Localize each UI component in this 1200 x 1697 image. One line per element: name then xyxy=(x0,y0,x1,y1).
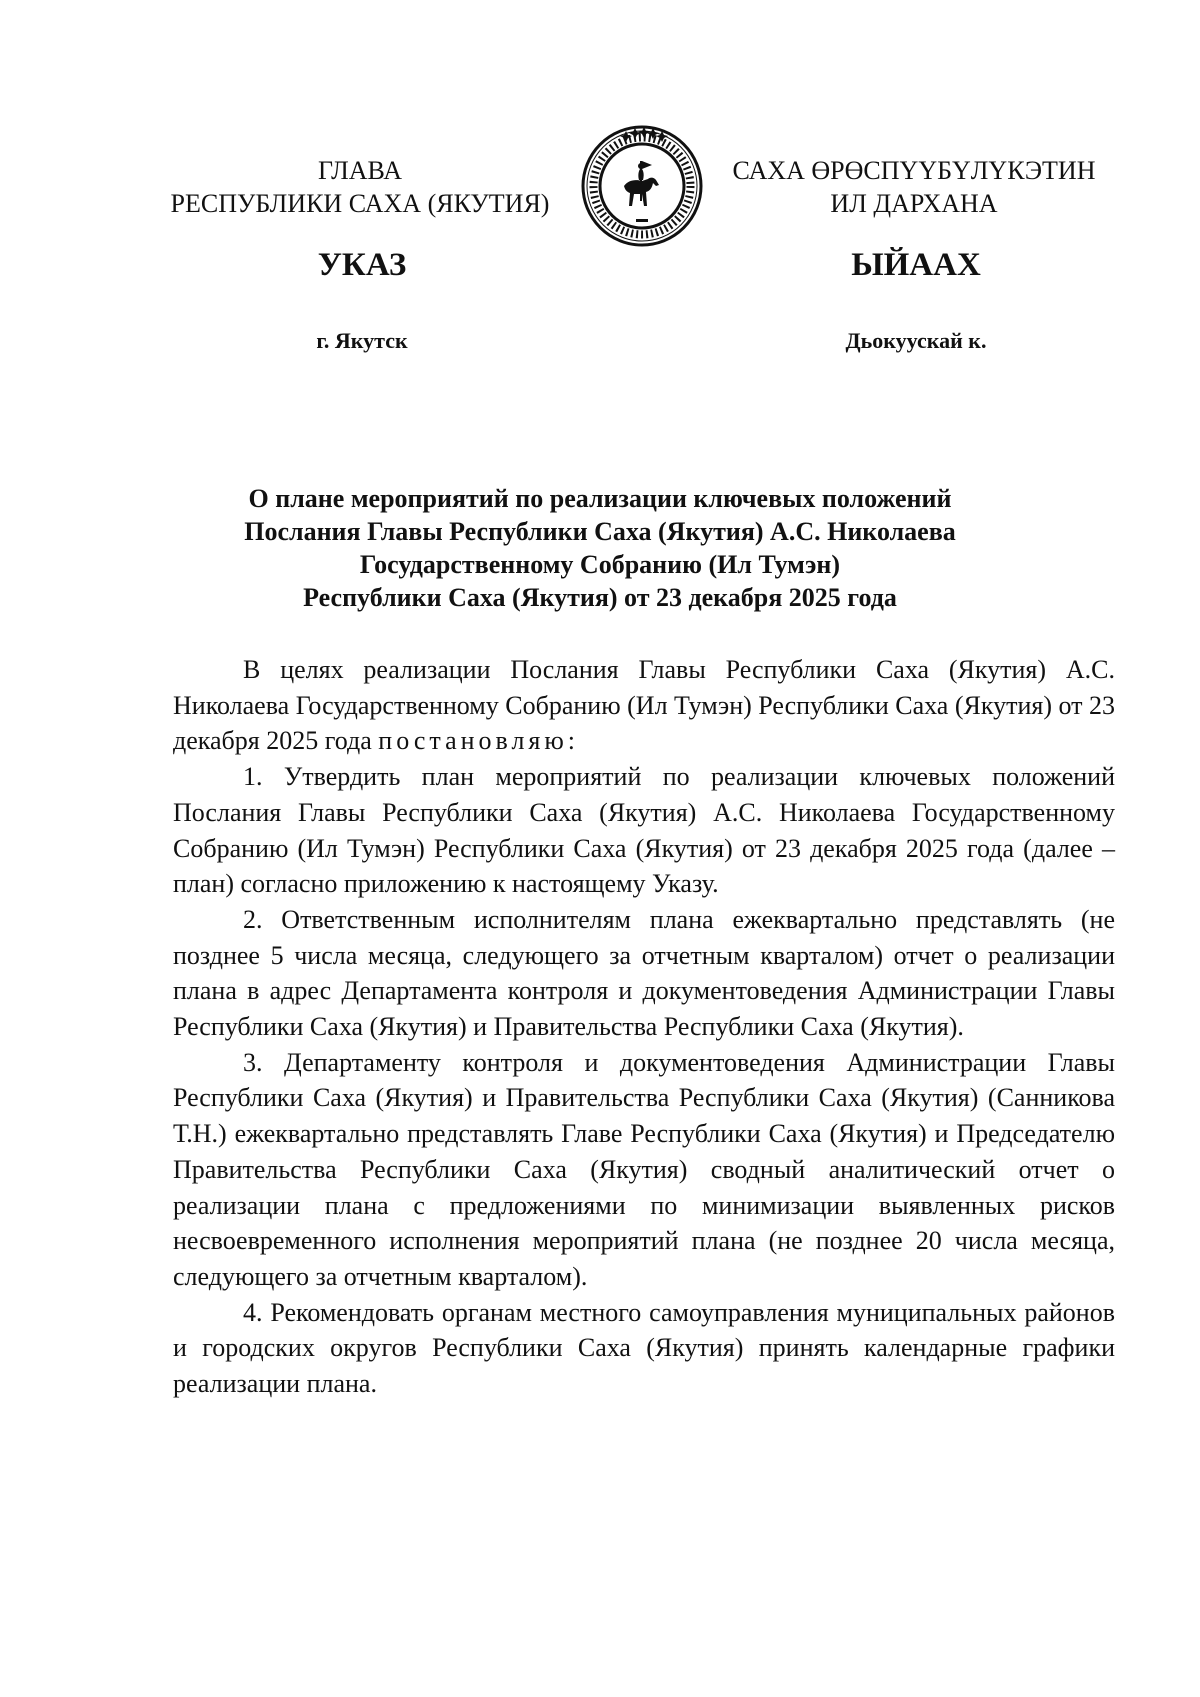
item-4-paragraph: 4. Рекомендовать органам местного самоуправления муниципальных районов и городских округов Республики Саха (Якутия) принять календарные графики реализации плана. xyxy=(173,1297,1115,1399)
doctype-ukaz: УКАЗ xyxy=(317,247,407,283)
title-line-1: О плане мероприятий по реализации ключевых положений xyxy=(248,484,952,513)
intro-text: В целях реализации Послания Главы Республики Саха (Якутия) А.С. Николаева Государственному Собранию (Ил Тумэн) Республики Саха (Якутия) от 23 декабря 2025 года xyxy=(173,655,1115,756)
doctype-yiaakh: ЫЙААХ xyxy=(851,247,981,283)
document-body xyxy=(173,652,1115,1402)
intro-verb: постановляю: xyxy=(378,726,580,756)
title-line-3: Государственному Собранию (Ил Тумэн) xyxy=(359,550,841,579)
header-left-line2: РЕСПУБЛИКИ САХА (ЯКУТИЯ) xyxy=(170,189,550,218)
item-1-paragraph: 1. Утвердить план мероприятий по реализации ключевых положений Послания Главы Республики Саха (Якутия) А.С. Николаева Государственному Собранию (Ил Тумэн) Республики Саха (Якутия) от 23 декабря 2025 года (далее – план) согласно приложению к настоящему Указу. xyxy=(173,762,1115,899)
header-right-line1: САХА ӨРӨСПҮҮБҮЛҮКЭТИН xyxy=(732,156,1096,185)
city-dyokuuskai: Дьокуускай к. xyxy=(845,328,987,353)
header-right-authority xyxy=(714,154,1114,220)
intro-paragraph xyxy=(173,652,1115,759)
city-yakutsk: г. Якутск xyxy=(316,328,408,353)
header-right-line2: ИЛ ДАРХАНА xyxy=(830,189,998,218)
sakha-coat-of-arms-icon xyxy=(580,124,704,248)
header-left-line1: ГЛАВА xyxy=(318,156,402,185)
item-2-paragraph: 2. Ответственным исполнителям плана ежеквартально представлять (не позднее 5 числа месяца, следующего за отчетным кварталом) отчет о реализации плана в адрес Департамента контроля и документоведения Администрации Главы Республики Саха (Якутия) и Правительства Республики Саха (Якутия). xyxy=(173,904,1115,1042)
title-line-4: Республики Саха (Якутия) от 23 декабря 2025 года xyxy=(303,583,897,612)
header-left-authority xyxy=(160,154,560,220)
title-line-2: Послания Главы Республики Саха (Якутия) А.С. Николаева xyxy=(244,517,956,546)
item-3-paragraph: 3. Департаменту контроля и документоведения Администрации Главы Республики Саха (Якутия) и Правительства Республики Саха (Якутия) (Санникова Т.Н.) ежеквартально представлять Главе Республики Саха (Якутия) и Председателю Правительства Республики Саха (Якутия) сводный аналитический отчет о реализации плана с предложениями по минимизации выявленных рисков несвоевременного исполнения мероприятий плана (не позднее 20 числа месяца, следующего за отчетным кварталом). xyxy=(173,1047,1115,1291)
document-title xyxy=(170,482,1030,614)
